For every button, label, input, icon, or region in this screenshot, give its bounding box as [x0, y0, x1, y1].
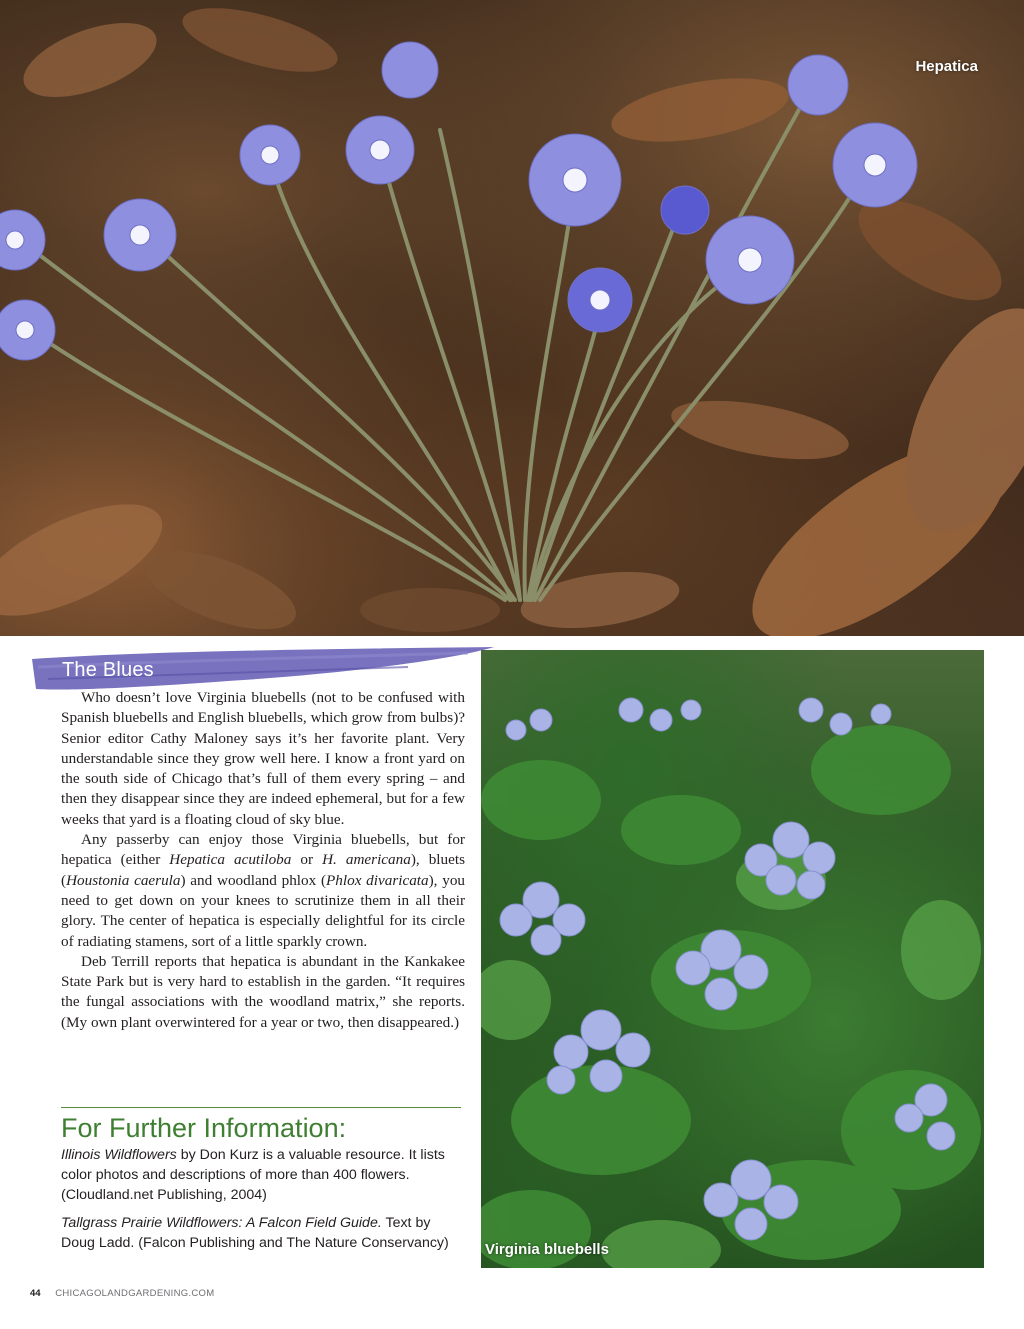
footer-website: CHICAGOLANDGARDENING.COM: [55, 1288, 215, 1299]
reference-item: Illinois Wildflowers by Don Kurz is a valuable resource. It lists color photos and descriptions of more than 400 flowers. (Cloudland.net Publishing, 2004): [61, 1147, 445, 1203]
hepatica-photo: [0, 0, 1024, 636]
reference-item: Tallgrass Prairie Wildflowers: A Falcon Field Guide. Text by Doug Ladd. (Falcon Publishing and The Nature Conservancy): [61, 1215, 449, 1251]
article-body: [61, 688, 465, 1033]
reference-title: Illinois Wildflowers: [61, 1147, 177, 1163]
page-number: 44: [30, 1288, 41, 1299]
species-name: Houstonia caerula: [66, 871, 181, 889]
page-footer: [30, 1288, 214, 1299]
reference-title: Tallgrass Prairie Wildflowers: A Falcon Field Guide.: [61, 1215, 382, 1231]
further-info-list: [61, 1145, 461, 1261]
hepatica-caption: Hepatica: [915, 58, 978, 75]
further-info-title: For Further Information:: [61, 1113, 347, 1143]
section-title: The Blues: [62, 659, 154, 681]
species-name: Phlox divaricata: [326, 871, 429, 889]
bluebells-caption: Virginia bluebells: [485, 1241, 609, 1258]
article-paragraph-1: Who doesn’t love Virginia bluebells (not to be confused with Spanish bluebells and English bluebells, which grow from bulbs)? Senior editor Cathy Maloney says it’s her favorite plant. Very understandable since they grow well here. I know a front yard on the south side of Chicago that’s full of them every spring – and then they disappear since they are indeed ephemeral, but for a few weeks that yard is a floating cloud of sky blue.: [61, 689, 465, 828]
bluebells-illustration: [481, 650, 984, 1268]
species-name: H. americana: [322, 851, 411, 869]
hepatica-illustration: [0, 0, 1024, 636]
bluebells-photo: [481, 650, 984, 1268]
article-paragraph-3: Deb Terrill reports that hepatica is abundant in the Kankakee State Park but is very hard to establish in the garden. “It requires the fungal associations with the woodland matrix,” she reports. (My own plant overwintered for a year or two, then disappeared.): [61, 952, 465, 1031]
article-paragraph-2: Any passerby can enjoy those Virginia bluebells, but for hepatica (either Hepatica acutiloba or H. americana), bluets (Houstonia caerula) and woodland phlox (Phlox divaricata), you need to get down on your knees to scrutinize them in all their glory. The center of hepatica is especially delightful for its circle of radiating stamens, sort of a little sparkly crown.: [61, 831, 466, 950]
species-name: Hepatica acutiloba: [169, 851, 292, 869]
section-divider: [61, 1107, 461, 1108]
